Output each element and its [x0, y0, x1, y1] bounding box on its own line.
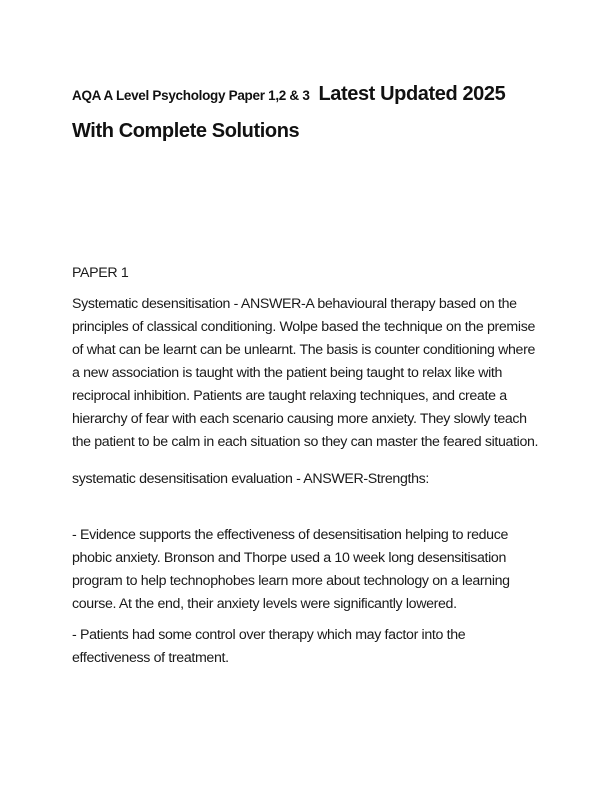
- entry-desensitisation-evaluation: [72, 468, 542, 491]
- bullet-text: - Patients had some control over therapy which may factor into the effectiveness of treatment.: [72, 627, 466, 666]
- evaluation-bullet-2: [72, 624, 542, 670]
- entry-text: Systematic desensitisation - ANSWER-A behavioural therapy based on the principles of classical conditioning. Wolpe based the technique on the premise of what can be learnt can be unlearnt. The basis is counter conditioning where a new association is taught with the patient being taught to relax like with reciprocal inhibition. Patients are taught relaxing techniques, and create a hierarchy of fear with each scenario causing more anxiety. They slowly teach the patient to be calm in each situation so they can master the feared situation.: [72, 296, 539, 450]
- document-title-prefix: AQA A Level Psychology Paper 1,2 & 3: [72, 88, 310, 103]
- evaluation-bullet-1: [72, 524, 542, 616]
- document-title: [72, 74, 542, 147]
- section-heading: [72, 262, 542, 285]
- bullet-text: - Evidence supports the effectiveness of desensitisation helping to reduce phobic anxiety. Bronson and Thorpe used a 10 week long desensitisation program to help technophobes learn more about technology on a learning course. At the end, their anxiety levels were significantly lowered.: [72, 527, 510, 612]
- section-heading-text: PAPER 1: [72, 265, 129, 281]
- entry-text: systematic desensitisation evaluation - ANSWER-Strengths:: [72, 471, 429, 487]
- document-title-suffix: Latest Updated 2025 With Complete Solutions: [72, 83, 506, 142]
- entry-systematic-desensitisation: [72, 293, 542, 454]
